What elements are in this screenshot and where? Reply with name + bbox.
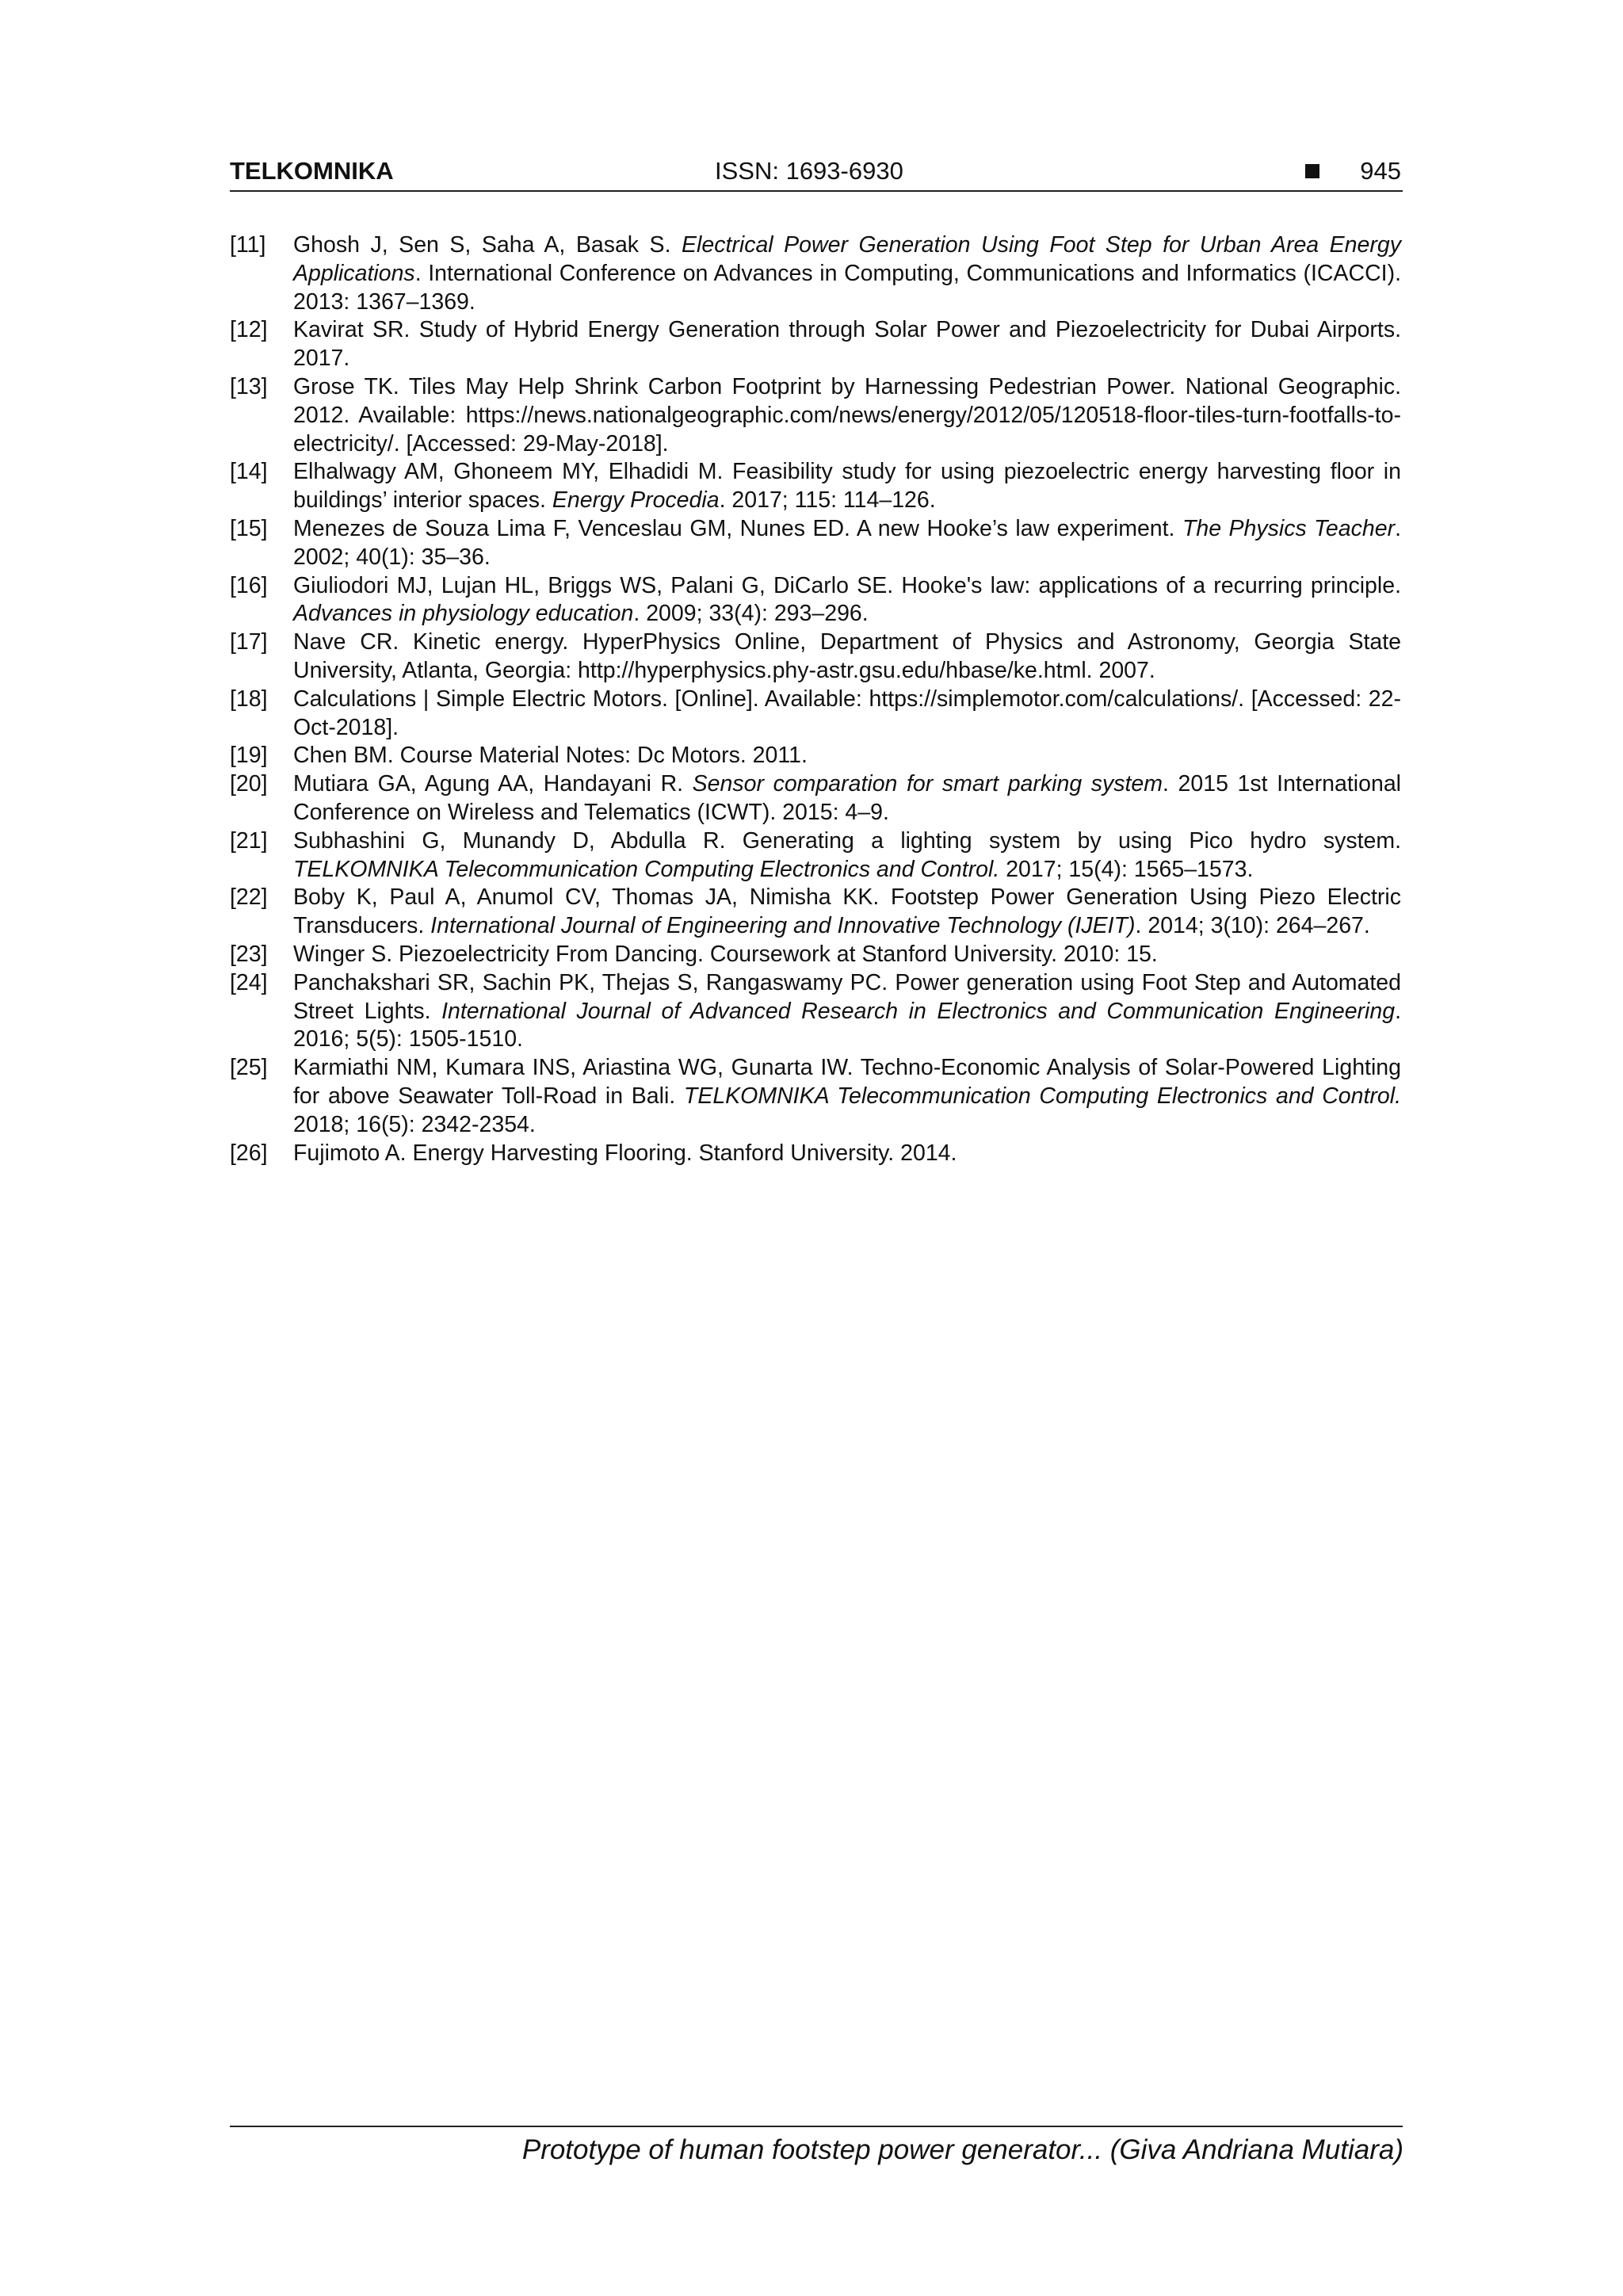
reference-item <box>230 572 1401 629</box>
reference-item <box>230 686 1401 743</box>
reference-text <box>293 515 1401 572</box>
reference-italic-segment: Electrical Power Generation Using Foot Step for Urban Area Energy Applications <box>293 232 1401 286</box>
footer-divider <box>230 2126 1403 2127</box>
reference-segment: 2018; 16(5): 2342-2354. <box>293 1111 536 1137</box>
reference-segment: Ghosh J, Sen S, Saha A, Basak S. <box>293 232 682 258</box>
reference-segment: Elhalwagy AM, Ghoneem MY, Elhadidi M. Feasibility study for using piezoelectric energy harvesting floor in buildings’ interior spaces. <box>293 459 1401 514</box>
reference-text <box>293 1140 1401 1168</box>
reference-text <box>293 572 1401 629</box>
reference-item <box>230 742 1401 770</box>
reference-italic-segment: The Physics Teacher <box>1182 515 1396 541</box>
reference-segment: . 2014; 3(10): 264–267. <box>1135 913 1370 939</box>
reference-number: [21] <box>230 827 268 854</box>
reference-italic-segment: International Journal of Engineering and Innovative Technology (IJEIT) <box>430 913 1136 939</box>
reference-number: [16] <box>230 572 268 598</box>
reference-item <box>230 458 1401 515</box>
reference-segment: Menezes de Souza Lima F, Venceslau GM, Nunes ED. A new Hooke’s law experiment. <box>293 515 1182 541</box>
reference-item <box>230 969 1401 1054</box>
reference-item <box>230 941 1401 969</box>
square-bullet-icon <box>1305 164 1319 178</box>
reference-segment: Calculations | Simple Electric Motors. [Online]. Available: https://simplemotor.com/calculations/. [Accessed: 22-Oct-2018]. <box>293 686 1401 740</box>
reference-italic-segment: TELKOMNIKA Telecommunication Computing Electronics and Control. <box>683 1083 1401 1109</box>
reference-text <box>293 686 1401 743</box>
reference-text <box>293 458 1401 515</box>
reference-italic-segment: International Journal of Advanced Research in Electronics and Communication Engineering <box>441 998 1396 1024</box>
reference-segment: . 2009; 33(4): 293–296. <box>633 601 869 627</box>
reference-list <box>230 231 1401 1167</box>
reference-number: [15] <box>230 515 268 541</box>
reference-text <box>293 884 1401 941</box>
page-number: 945 <box>1360 157 1401 185</box>
reference-text <box>293 770 1401 827</box>
reference-item <box>230 316 1401 373</box>
reference-number: [26] <box>230 1140 268 1166</box>
reference-italic-segment: Energy Procedia <box>552 487 720 514</box>
reference-text <box>293 231 1401 316</box>
reference-segment: Chen BM. Course Material Notes: Dc Motors. 2011. <box>293 743 808 769</box>
issn-label: ISSN: 1693-6930 <box>715 157 903 185</box>
running-header <box>230 155 1403 192</box>
reference-segment: Boby K, Paul A, Anumol CV, Thomas JA, Nimisha KK. Footstep Power Generation Using Piezo Electric Transducers. <box>293 884 1401 939</box>
running-footer: Prototype of human footstep power generator... (Giva Andriana Mutiara) <box>521 2134 1403 2165</box>
reference-text <box>293 969 1401 1054</box>
reference-text <box>293 941 1401 969</box>
journal-name: TELKOMNIKA <box>230 157 394 185</box>
reference-item <box>230 827 1401 884</box>
reference-segment: Fujimoto A. Energy Harvesting Flooring. Stanford University. 2014. <box>293 1140 957 1166</box>
reference-number: [22] <box>230 884 268 911</box>
reference-item <box>230 231 1401 316</box>
reference-text <box>293 373 1401 458</box>
reference-segment: Giuliodori MJ, Lujan HL, Briggs WS, Palani G, DiCarlo SE. Hooke's law: applications of a recurring principle. <box>293 572 1401 598</box>
reference-segment: . 2002; 40(1): 35–36. <box>293 515 1401 570</box>
reference-text <box>293 316 1401 373</box>
reference-number: [14] <box>230 459 268 485</box>
reference-number: [24] <box>230 969 268 995</box>
reference-item <box>230 1140 1401 1168</box>
reference-segment: . 2016; 5(5): 1505-1510. <box>293 998 1401 1052</box>
reference-italic-segment: Sensor comparation for smart parking system <box>692 771 1163 797</box>
reference-italic-segment: Advances in physiology education <box>293 601 634 627</box>
reference-number: [18] <box>230 686 268 712</box>
reference-text <box>293 827 1401 884</box>
reference-item <box>230 1054 1401 1139</box>
reference-segment: Karmiathi NM, Kumara INS, Ariastina WG, Gunarta IW. Techno-Economic Analysis of Solar-Powered Lighting for above Seawater Toll-Road in Bali. <box>293 1055 1401 1109</box>
reference-segment: Nave CR. Kinetic energy. HyperPhysics Online, Department of Physics and Astronomy, Georgia State University, Atlanta, Georgia: http://hyperphysics.phy-astr.gsu.edu/hbase/ke.html. 2007. <box>293 629 1401 683</box>
reference-text <box>293 628 1401 686</box>
reference-segment: Subhashini G, Munandy D, Abdulla R. Generating a lighting system by using Pico hydro system. <box>293 827 1401 854</box>
reference-segment: . International Conference on Advances in Computing, Communications and Informatics (ICACCI). 2013: 1367–1369. <box>293 260 1401 315</box>
reference-segment: . 2015 1st International Conference on Wireless and Telematics (ICWT). 2015: 4–9. <box>293 771 1402 825</box>
reference-segment: . 2017; 115: 114–126. <box>719 487 936 514</box>
reference-item <box>230 770 1401 827</box>
reference-segment: Grose TK. Tiles May Help Shrink Carbon Footprint by Harnessing Pedestrian Power. National Geographic. 2012. Available: https://news.nationalgeographic.com/news/energy/2012/05/120518-floor-tiles-turn-footfalls-to-electricity/. [Accessed: 29-May-2018]. <box>293 373 1401 457</box>
reference-item <box>230 628 1401 686</box>
reference-italic-segment: TELKOMNIKA Telecommunication Computing Electronics and Control. <box>293 856 1000 882</box>
reference-number: [11] <box>230 232 266 258</box>
reference-number: [20] <box>230 771 268 797</box>
reference-number: [19] <box>230 743 268 769</box>
reference-number: [25] <box>230 1055 268 1081</box>
reference-number: [23] <box>230 941 268 967</box>
reference-text <box>293 1054 1401 1139</box>
reference-segment: Kavirat SR. Study of Hybrid Energy Generation through Solar Power and Piezoelectricity for Dubai Airports. 2017. <box>293 317 1401 372</box>
reference-number: [17] <box>230 629 268 655</box>
reference-segment: 2017; 15(4): 1565–1573. <box>999 856 1254 882</box>
reference-item <box>230 884 1401 941</box>
reference-number: [13] <box>230 373 268 399</box>
reference-item <box>230 373 1401 458</box>
reference-segment: Panchakshari SR, Sachin PK, Thejas S, Rangaswamy PC. Power generation using Foot Step and Automated Street Lights. <box>293 969 1401 1024</box>
reference-text <box>293 742 1401 770</box>
reference-segment: Mutiara GA, Agung AA, Handayani R. <box>293 771 693 797</box>
reference-number: [12] <box>230 317 268 343</box>
reference-segment: Winger S. Piezoelectricity From Dancing. Coursework at Stanford University. 2010: 15. <box>293 941 1158 967</box>
reference-item <box>230 515 1401 572</box>
